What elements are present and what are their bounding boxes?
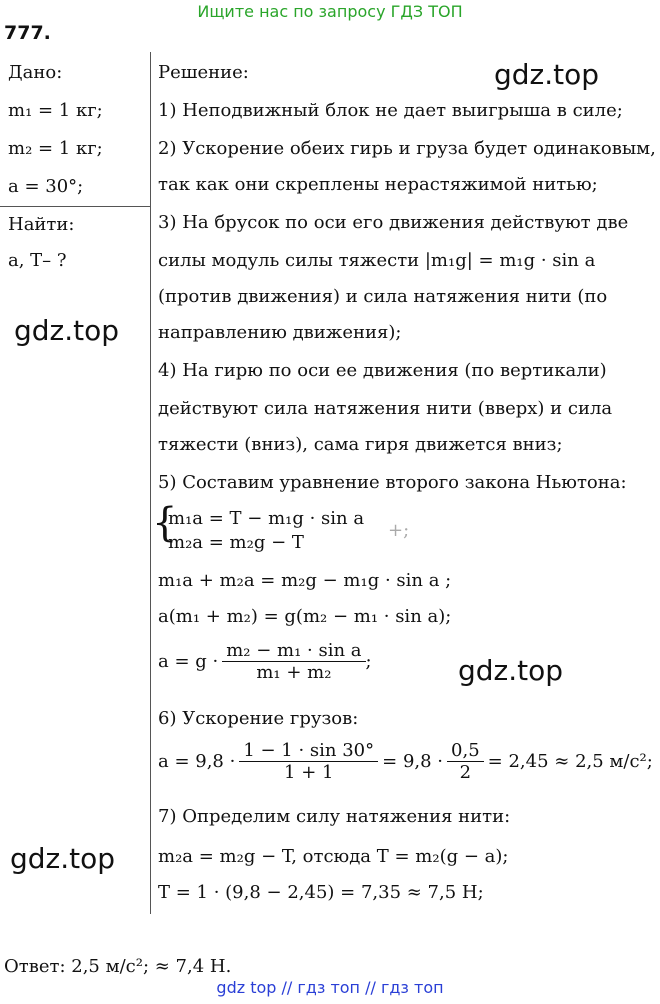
equation-4-numerator-1: 1 − 1 · sin 30°: [239, 740, 378, 762]
find-title: Найти:: [8, 214, 75, 235]
watermark: gdz.top: [14, 314, 120, 347]
equation-2: a(m₁ + m₂) = g(m₂ − m₁ · sin a);: [158, 606, 452, 627]
equation-4-denominator-1: 1 + 1: [284, 762, 334, 783]
given-m1: m₁ = 1 кг;: [8, 100, 103, 121]
given-title: Дано:: [8, 62, 63, 83]
step-7: 7) Определим силу натяжения нити:: [158, 806, 511, 827]
step-2-line1: 2) Ускорение обеих гирь и груза будет одинаковым,: [158, 138, 656, 159]
equation-4-denominator-2: 2: [459, 762, 472, 783]
system-eq1: m₁a = T − m₁g · sin a: [168, 508, 365, 529]
equation-4-numerator-2: 0,5: [447, 740, 484, 762]
equation-4: [158, 740, 653, 783]
top-banner: Ищите нас по запросу ГДЗ ТОП: [197, 2, 463, 21]
system-eq2: m₂a = m₂g − T: [168, 532, 304, 553]
column-divider: [150, 52, 151, 914]
solution-title: Решение:: [158, 62, 249, 83]
watermark: gdz.top: [458, 654, 564, 687]
step-3-line4: направлению движения);: [158, 322, 402, 343]
find-values: a, T– ?: [8, 250, 67, 271]
given-alpha: a = 30°;: [8, 176, 84, 197]
system-plus: +;: [388, 520, 410, 541]
equation-3-denominator: m₁ + m₂: [256, 662, 332, 683]
answer: Ответ: 2,5 м/с²; ≈ 7,4 Н.: [4, 956, 232, 977]
equation-3-lhs: a = g ·: [158, 651, 219, 672]
step-2-line2: так как они скреплены нерастяжимой нитью;: [158, 174, 598, 195]
footer-links: gdz top // гдз топ // гдз топ: [216, 978, 444, 997]
watermark: gdz.top: [10, 842, 116, 875]
equation-5: m₂a = m₂g − T, отсюда T = m₂(g − a);: [158, 846, 509, 867]
step-6: 6) Ускорение грузов:: [158, 708, 359, 729]
step-4-line1: 4) На гирю по оси ее движения (по вертикали): [158, 360, 607, 381]
given-find-divider: [0, 206, 150, 207]
equation-4-mid: = 9,8 ·: [382, 751, 444, 772]
system-brace: {: [152, 500, 178, 546]
step-5: 5) Составим уравнение второго закона Ньютона:: [158, 472, 627, 493]
equation-1: m₁a + m₂a = m₂g − m₁g · sin a ;: [158, 570, 452, 591]
equation-4-lhs: a = 9,8 ·: [158, 751, 236, 772]
step-3-line1: 3) На брусок по оси его движения действуют две: [158, 212, 629, 233]
equation-4-end: = 2,45 ≈ 2,5 м/с²;: [487, 751, 653, 772]
given-m2: m₂ = 1 кг;: [8, 138, 103, 159]
step-3-line3: (против движения) и сила натяжения нити (по: [158, 286, 608, 307]
watermark: gdz.top: [494, 58, 600, 91]
step-4-line2: действуют сила натяжения нити (вверх) и сила: [158, 398, 613, 419]
equation-6: T = 1 · (9,8 − 2,45) = 7,35 ≈ 7,5 Н;: [158, 882, 484, 903]
equation-3-end: ;: [365, 651, 372, 672]
equation-3-numerator: m₂ − m₁ · sin a: [222, 640, 365, 662]
step-4-line3: тяжести (вниз), сама гиря движется вниз;: [158, 434, 563, 455]
problem-number: 777.: [4, 22, 51, 44]
step-3-line2: силы модуль силы тяжести |m₁g| = m₁g · sin a: [158, 250, 596, 271]
step-1: 1) Неподвижный блок не дает выигрыша в силе;: [158, 100, 623, 121]
equation-3: [158, 640, 372, 683]
